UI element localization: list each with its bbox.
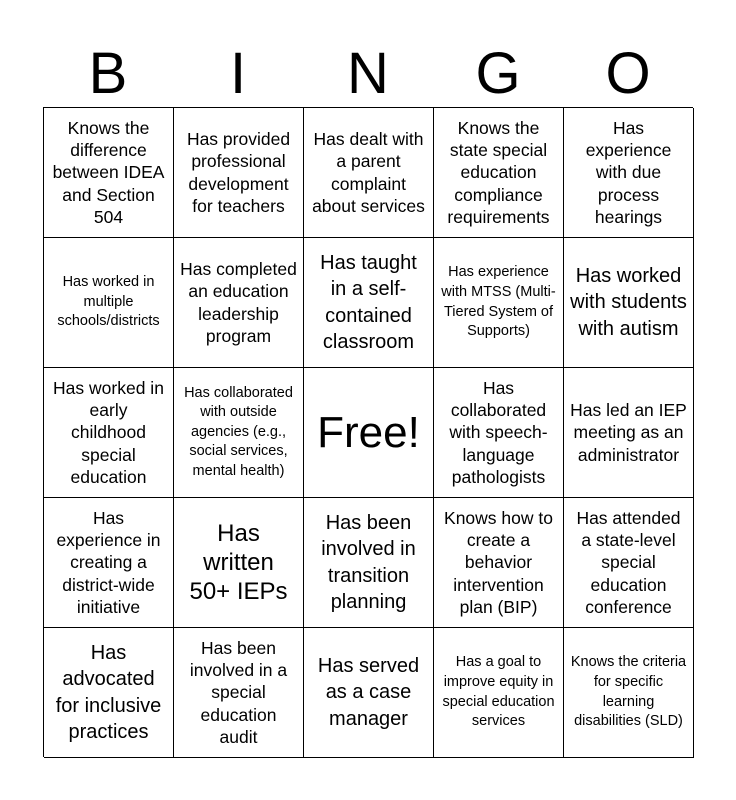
- header-letter-b: B: [88, 41, 128, 106]
- free-space-text: Free!: [317, 407, 420, 457]
- cell-text: Has attended a state-level special education conference: [576, 507, 681, 618]
- header-letter-g: G: [475, 41, 521, 106]
- cell-text: Knows the difference between IDEA and Section 504: [52, 117, 165, 228]
- bingo-cell-r3-c1[interactable]: [44, 368, 174, 498]
- cell-text: Has worked in early childhood special education: [53, 377, 164, 488]
- cell-text: Has a goal to improve equity in special education services: [442, 654, 555, 730]
- bingo-cell-r2-c1[interactable]: [44, 238, 174, 368]
- bingo-cell-r2-c3[interactable]: [304, 238, 434, 368]
- bingo-board: [43, 107, 693, 757]
- cell-text: Knows the criteria for specific learning disabilities (SLD): [570, 654, 687, 730]
- bingo-cell-r4-c1[interactable]: [44, 498, 174, 628]
- bingo-cell-r5-c4[interactable]: [434, 628, 564, 758]
- bingo-cell-r4-c2[interactable]: [174, 498, 304, 628]
- cell-text: Has been involved in a special education audit: [189, 637, 288, 748]
- bingo-cell-r1-c4[interactable]: [434, 108, 564, 238]
- cell-text: Knows how to create a behavior intervention plan (BIP): [444, 507, 553, 618]
- cell-text: Has dealt with a parent complaint about services: [312, 128, 425, 216]
- bingo-cell-r2-c4[interactable]: [434, 238, 564, 368]
- cell-text: Has experience with due process hearings: [585, 117, 672, 228]
- cell-text: Has experience with MTSS (Multi-Tiered System of Supports): [441, 264, 556, 340]
- header-letter-o: O: [605, 41, 651, 106]
- cell-text: Has experience in creating a district-wide initiative: [56, 507, 161, 618]
- cell-text: Has been involved in transition planning: [321, 511, 416, 613]
- cell-text: Knows the state special education compliance requirements: [447, 117, 550, 228]
- bingo-cell-r1-c5[interactable]: [564, 108, 694, 238]
- cell-text: Has collaborated with speech-language pathologists: [449, 377, 548, 488]
- header-letter-n: N: [347, 41, 389, 106]
- bingo-cell-r4-c3[interactable]: [304, 498, 434, 628]
- bingo-cell-r2-c5[interactable]: [564, 238, 694, 368]
- bingo-cell-r1-c3[interactable]: [304, 108, 434, 238]
- cell-text: Has advocated for inclusive practices: [55, 641, 162, 743]
- cell-text: Has completed an education leadership program: [180, 258, 297, 346]
- bingo-cell-r2-c2[interactable]: [174, 238, 304, 368]
- cell-text: Has worked with students with autism: [570, 264, 687, 340]
- cell-text: Has led an IEP meeting as an administrator: [570, 399, 687, 465]
- bingo-cell-r5-c1[interactable]: [44, 628, 174, 758]
- header-letter-i: I: [229, 41, 247, 106]
- bingo-cell-r4-c4[interactable]: [434, 498, 564, 628]
- bingo-cell-r3-c2[interactable]: [174, 368, 304, 498]
- bingo-cell-r4-c5[interactable]: [564, 498, 694, 628]
- cell-text: Has taught in a self-contained classroom: [320, 251, 417, 353]
- bingo-cell-r1-c1[interactable]: [44, 108, 174, 238]
- cell-text: Has served as a case manager: [317, 654, 420, 730]
- bingo-cell-r5-c5[interactable]: [564, 628, 694, 758]
- bingo-cell-r5-c2[interactable]: [174, 628, 304, 758]
- bingo-cell-r5-c3[interactable]: [304, 628, 434, 758]
- cell-text: Has written 50+ IEPs: [189, 519, 288, 606]
- cell-text: Has provided professional development for teachers: [186, 128, 291, 216]
- bingo-header: [43, 42, 693, 106]
- bingo-cell-r1-c2[interactable]: [174, 108, 304, 238]
- bingo-cell-r3-c4[interactable]: [434, 368, 564, 498]
- cell-text: Has worked in multiple schools/districts: [57, 274, 160, 330]
- bingo-cell-r3-c5[interactable]: [564, 368, 694, 498]
- bingo-free-space[interactable]: [304, 368, 434, 498]
- cell-text: Has collaborated with outside agencies (e.g., social services, mental health): [184, 384, 293, 479]
